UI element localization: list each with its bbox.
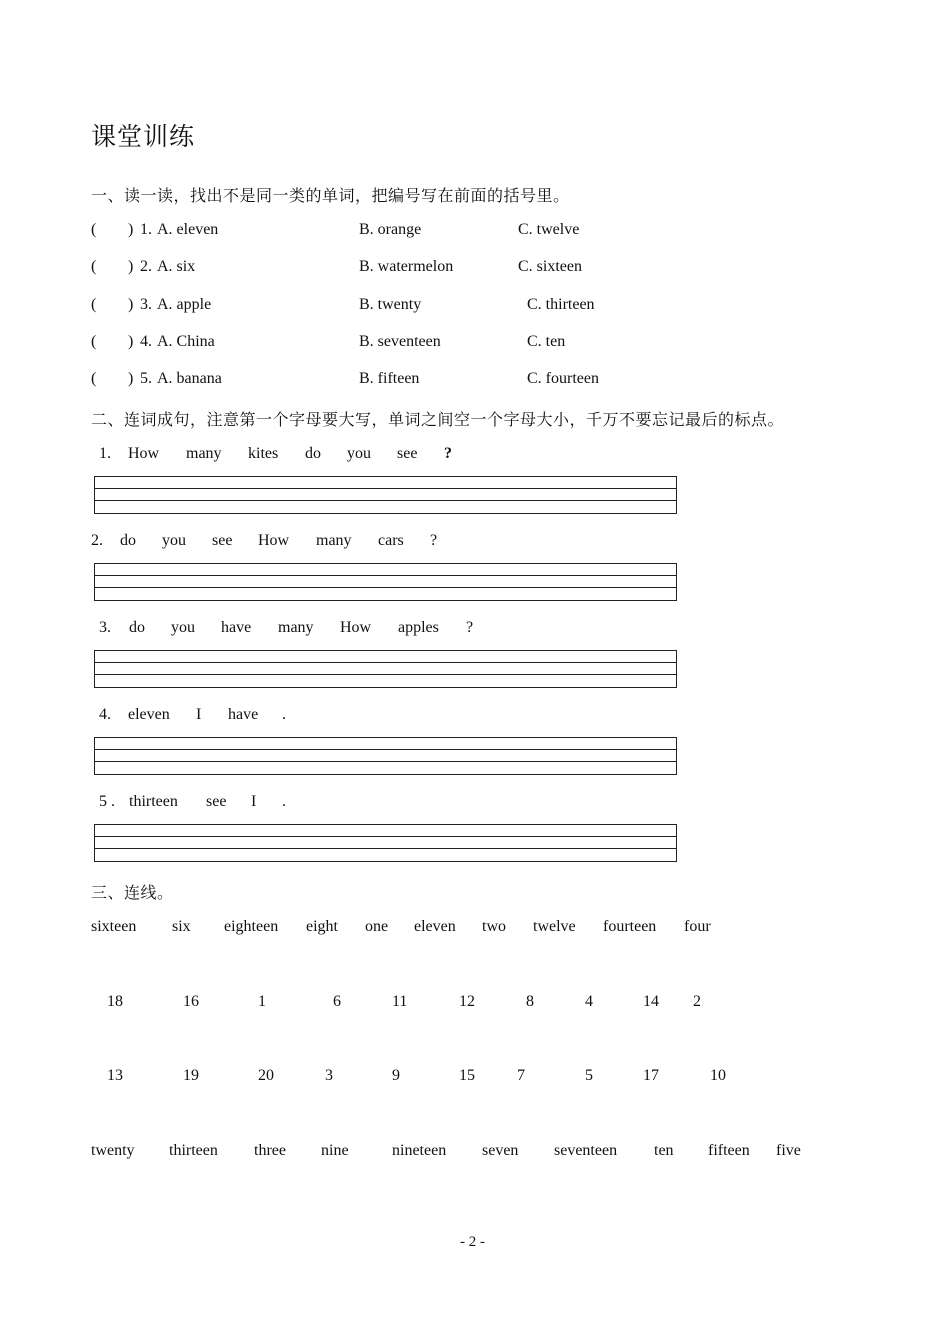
match-number[interactable]: 14 — [643, 993, 659, 1010]
writing-lines[interactable] — [94, 737, 677, 775]
word: see — [206, 793, 227, 810]
match-number[interactable]: 9 — [392, 1067, 400, 1084]
match-number[interactable]: 4 — [585, 993, 593, 1010]
match-word[interactable]: fifteen — [708, 1142, 750, 1159]
match-word[interactable]: five — [776, 1142, 801, 1159]
word: cars — [378, 532, 404, 549]
section-1-heading: 一、读一读，找出不是同一类的单词，把编号写在前面的括号里。 — [91, 186, 570, 205]
option-a: A. banana — [157, 370, 222, 387]
match-word[interactable]: twenty — [91, 1142, 135, 1159]
close-paren: ) — [128, 258, 134, 275]
match-number[interactable]: 12 — [459, 993, 475, 1010]
word: you — [162, 532, 186, 549]
match-number[interactable]: 7 — [517, 1067, 525, 1084]
punctuation: ? — [444, 445, 452, 462]
close-paren: ) — [128, 370, 134, 387]
punctuation: . — [282, 793, 286, 810]
word: have — [228, 706, 259, 723]
page-number: - 2 - — [460, 1234, 485, 1250]
match-number[interactable]: 3 — [325, 1067, 333, 1084]
match-number[interactable]: 17 — [643, 1067, 659, 1084]
option-a: A. eleven — [157, 221, 219, 238]
match-word[interactable]: eighteen — [224, 918, 279, 935]
match-word[interactable]: ten — [654, 1142, 674, 1159]
match-number[interactable]: 1 — [258, 993, 266, 1010]
match-number[interactable]: 5 — [585, 1067, 593, 1084]
word: I — [251, 793, 257, 810]
match-number[interactable]: 10 — [710, 1067, 726, 1084]
match-word[interactable]: twelve — [533, 918, 576, 935]
open-paren: ( — [91, 370, 97, 387]
word: you — [171, 619, 195, 636]
item-number: 2. — [91, 532, 103, 549]
match-word[interactable]: two — [482, 918, 506, 935]
word: see — [397, 445, 418, 462]
option-a: A. China — [157, 333, 215, 350]
word: many — [316, 532, 352, 549]
match-number[interactable]: 8 — [526, 993, 534, 1010]
word: do — [120, 532, 136, 549]
match-word[interactable]: four — [684, 918, 711, 935]
question-number: 5. — [140, 370, 152, 387]
open-paren: ( — [91, 333, 97, 350]
word: eleven — [128, 706, 170, 723]
question-number: 2. — [140, 258, 152, 275]
writing-lines[interactable] — [94, 563, 677, 601]
item-number: 1. — [99, 445, 111, 462]
match-word[interactable]: eleven — [414, 918, 456, 935]
section-3-heading: 三、连线。 — [91, 883, 174, 902]
word: I — [196, 706, 202, 723]
punctuation: ? — [430, 532, 438, 549]
option-b: B. seventeen — [359, 333, 441, 350]
option-c: C. twelve — [518, 221, 580, 238]
word: kites — [248, 445, 279, 462]
option-b: B. orange — [359, 221, 422, 238]
option-c: C. ten — [527, 333, 566, 350]
word: see — [212, 532, 233, 549]
match-number[interactable]: 2 — [693, 993, 701, 1010]
writing-lines[interactable] — [94, 824, 677, 862]
word: apples — [398, 619, 439, 636]
match-word[interactable]: eight — [306, 918, 338, 935]
match-word[interactable]: nineteen — [392, 1142, 447, 1159]
item-number: 3. — [99, 619, 111, 636]
item-number: 4. — [99, 706, 111, 723]
word: How — [340, 619, 372, 636]
match-word[interactable]: seventeen — [554, 1142, 618, 1159]
match-word[interactable]: seven — [482, 1142, 519, 1159]
open-paren: ( — [91, 296, 97, 313]
option-c: C. fourteen — [527, 370, 599, 387]
word: many — [278, 619, 314, 636]
word: do — [305, 445, 321, 462]
option-b: B. fifteen — [359, 370, 420, 387]
match-word[interactable]: three — [254, 1142, 286, 1159]
word: How — [258, 532, 290, 549]
word: thirteen — [129, 793, 178, 810]
match-word[interactable]: thirteen — [169, 1142, 218, 1159]
match-number[interactable]: 11 — [392, 993, 408, 1010]
section-2-heading: 二、连词成句，注意第一个字母要大写，单词之间空一个字母大小，千万不要忘记最后的标点。 — [91, 410, 785, 429]
close-paren: ) — [128, 221, 134, 238]
word: have — [221, 619, 252, 636]
option-b: B. watermelon — [359, 258, 454, 275]
option-a: A. six — [157, 258, 196, 275]
writing-lines[interactable] — [94, 476, 677, 514]
option-c: C. sixteen — [518, 258, 582, 275]
option-a: A. apple — [157, 296, 212, 313]
punctuation: . — [282, 706, 286, 723]
match-number[interactable]: 6 — [333, 993, 341, 1010]
match-word[interactable]: one — [365, 918, 389, 935]
question-number: 3. — [140, 296, 152, 313]
open-paren: ( — [91, 221, 97, 238]
match-number[interactable]: 13 — [107, 1067, 123, 1084]
match-number[interactable]: 18 — [107, 993, 123, 1010]
option-c: C. thirteen — [527, 296, 595, 313]
match-word[interactable]: nine — [321, 1142, 349, 1159]
match-number[interactable]: 16 — [183, 993, 199, 1010]
match-word[interactable]: sixteen — [91, 918, 137, 935]
match-word[interactable]: six — [172, 918, 191, 935]
word: How — [128, 445, 160, 462]
close-paren: ) — [128, 333, 134, 350]
question-number: 1. — [140, 221, 152, 238]
item-number: 5 . — [99, 793, 115, 810]
page-title: 课堂训练 — [91, 122, 196, 151]
writing-lines[interactable] — [94, 650, 677, 688]
option-b: B. twenty — [359, 296, 422, 313]
word: many — [186, 445, 222, 462]
question-number: 4. — [140, 333, 152, 350]
close-paren: ) — [128, 296, 134, 313]
open-paren: ( — [91, 258, 97, 275]
match-word[interactable]: fourteen — [603, 918, 657, 935]
match-number[interactable]: 20 — [258, 1067, 274, 1084]
word: do — [129, 619, 145, 636]
match-number[interactable]: 19 — [183, 1067, 199, 1084]
punctuation: ? — [466, 619, 474, 636]
match-number[interactable]: 15 — [459, 1067, 475, 1084]
word: you — [347, 445, 371, 462]
